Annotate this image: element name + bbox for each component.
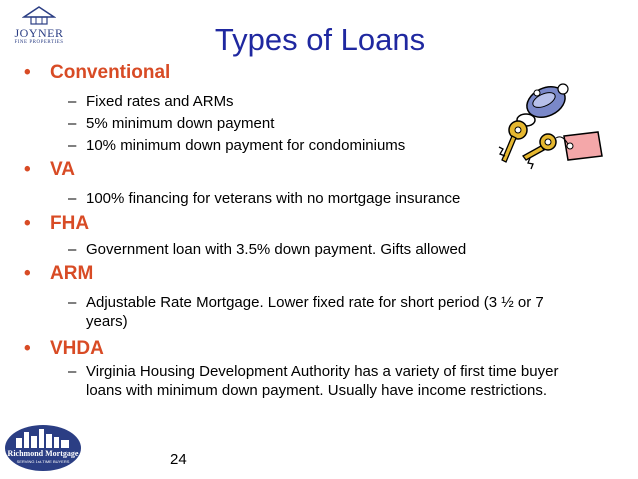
joyner-logo bbox=[8, 6, 70, 50]
logo-tagline: FINE PROPERTIES bbox=[14, 40, 64, 45]
city-skyline-icon bbox=[4, 424, 82, 472]
slide-title: Types of Loans bbox=[214, 22, 426, 57]
heading-va: • VA bbox=[24, 159, 75, 180]
richmond-mortgage-logo bbox=[4, 424, 82, 472]
bullet-icon: • bbox=[24, 263, 31, 284]
list-item: – 10% minimum down payment for condominiums bbox=[68, 137, 406, 154]
list-item: – Fixed rates and ARMs bbox=[68, 93, 234, 110]
bullet-icon: • bbox=[24, 62, 31, 83]
heading-fha: • FHA bbox=[24, 213, 90, 234]
bullet-icon: • bbox=[24, 213, 31, 234]
list-item: – Government loan with 3.5% down payment. Gifts allowed bbox=[68, 241, 467, 258]
list-item: – Adjustable Rate Mortgage. Lower fixed rate for short period (3 ½ or 7 years) bbox=[68, 294, 544, 330]
house-roof-icon bbox=[22, 6, 56, 26]
logo-name: JOYNER bbox=[14, 26, 64, 40]
list-item: – 5% minimum down payment bbox=[68, 115, 275, 132]
heading-conventional: • Conventional bbox=[24, 62, 171, 83]
heading-arm: • ARM bbox=[24, 263, 94, 284]
logo-bottom-name: Richmond Mortgage bbox=[7, 449, 79, 458]
page-number: 24 bbox=[170, 451, 187, 468]
bullet-icon: • bbox=[24, 159, 31, 180]
list-item: – 100% financing for veterans with no mortgage insurance bbox=[68, 190, 461, 207]
heading-vhda: • VHDA bbox=[24, 338, 104, 359]
logo-bottom-tagline: SERVING 1st-TIME BUYERS bbox=[16, 459, 70, 464]
bullet-icon: • bbox=[24, 338, 31, 359]
list-item: – Virginia Housing Development Authority has a variety of first time buyer loans with minimum down payment. Usually have income restrictions. bbox=[68, 363, 559, 399]
